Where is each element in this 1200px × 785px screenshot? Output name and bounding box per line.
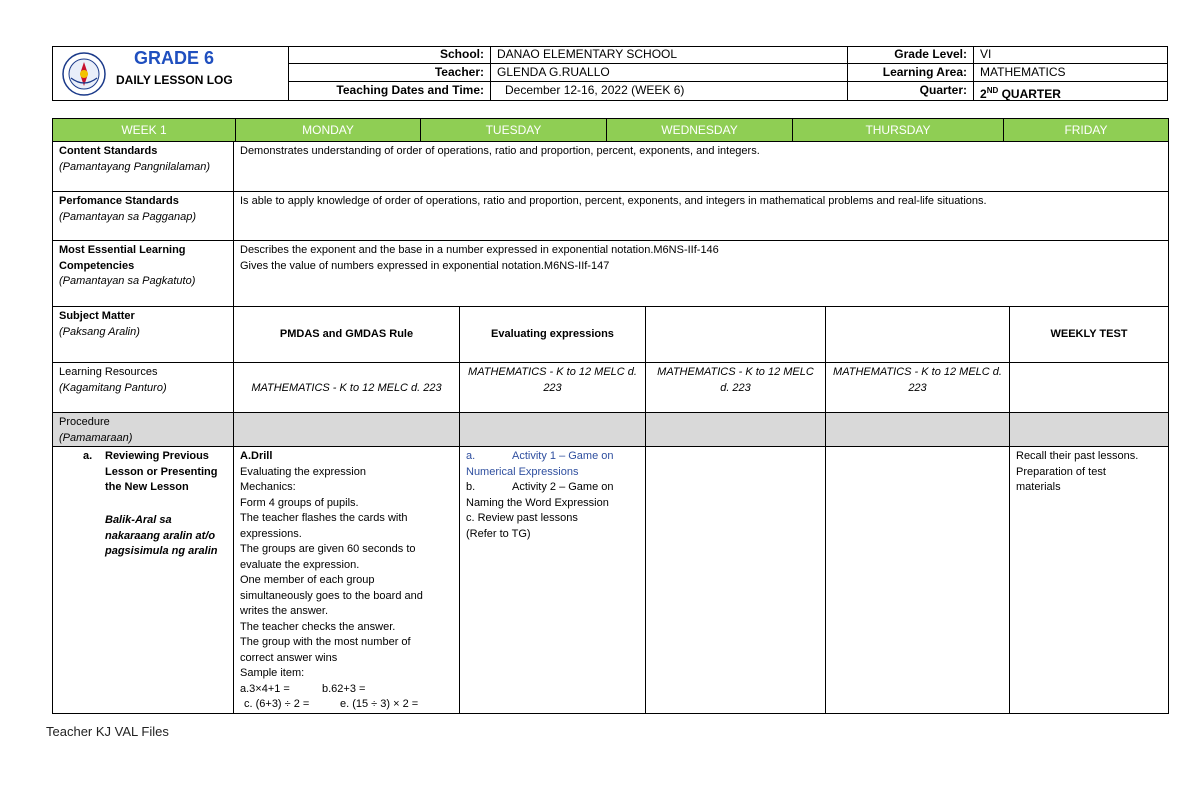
quarter-value: 2ND QUARTER xyxy=(980,86,1061,100)
footer-text: Teacher KJ VAL Files xyxy=(46,724,169,739)
reviewing-marker: a. xyxy=(83,450,93,462)
col-friday: FRIDAY xyxy=(1004,119,1168,142)
procedure-tuesday xyxy=(460,413,646,447)
performance-standards-value: Is able to apply knowledge of order of operations, ratio and proportion, percent, exponents, and integers in mathematical problems and real-life situations. xyxy=(234,192,1168,241)
teacher-label: Teacher: xyxy=(289,64,491,82)
school-value: DANAO ELEMENTARY SCHOOL xyxy=(491,46,848,64)
subject-wednesday xyxy=(646,307,826,363)
resources-thursday: MATHEMATICS - K to 12 MELC d. 223 xyxy=(826,363,1010,413)
col-week: WEEK 1 xyxy=(53,119,236,142)
reviewing-label xyxy=(53,447,234,713)
subject-matter-label: Subject Matter (Paksang Aralin) xyxy=(53,307,234,363)
reviewing-title: Reviewing Previous Lesson or Presenting the New Lesson xyxy=(105,450,218,493)
deped-seal-icon xyxy=(62,52,106,96)
reviewing-subtitle: Balik-Aral sa nakaraang aralin at/o pagsisimula ng aralin xyxy=(105,514,218,557)
reviewing-monday: A.Drill Evaluating the expression Mechanics: Form 4 groups of pupils. The teacher flashes the cards with expressions. The groups are given 60 seconds to evaluate the expression. One member of each group simultaneously goes to the board and writes the answer. The teacher checks the answer. The group with the most number of correct answer wins Sample item: a.3×4+1 = b.62+3 = c. (6+3) ÷ 2 = e. (15 ÷ 3) × 2 = xyxy=(234,447,460,713)
procedure-friday xyxy=(1010,413,1168,447)
log-title: DAILY LESSON LOG xyxy=(116,73,233,87)
quarter-label: Quarter: xyxy=(848,82,974,100)
learning-area-value: MATHEMATICS xyxy=(980,65,1066,79)
grade-level-value: VI xyxy=(980,47,992,61)
performance-standards-label: Perfomance Standards (Pamantayan sa Pagganap) xyxy=(53,192,234,241)
dates-value: December 12-16, 2022 (WEEK 6) xyxy=(491,82,848,100)
procedure-thursday xyxy=(826,413,1010,447)
subject-thursday xyxy=(826,307,1010,363)
procedure-label: Procedure (Pamamaraan) xyxy=(53,413,234,447)
resources-wednesday: MATHEMATICS - K to 12 MELC d. 223 xyxy=(646,363,826,413)
subject-tuesday: Evaluating expressions xyxy=(460,307,646,363)
reviewing-thursday xyxy=(826,447,1010,713)
col-monday: MONDAY xyxy=(236,119,421,142)
resources-tuesday: MATHEMATICS - K to 12 MELC d. 223 xyxy=(460,363,646,413)
reviewing-tuesday: a. Activity 1 – Game on Numerical Expressions b. Activity 2 – Game on Naming the Word Expression c. Review past lessons (Refer to TG) xyxy=(460,447,646,713)
procedure-wednesday xyxy=(646,413,826,447)
resources-friday xyxy=(1010,363,1168,413)
col-thursday: THURSDAY xyxy=(793,119,1004,142)
content-standards-value: Demonstrates understanding of order of operations, ratio and proportion, percent, exponents, and integers. xyxy=(234,142,1168,192)
grade-level-label: Grade Level: xyxy=(848,46,974,64)
subject-friday: WEEKLY TEST xyxy=(1010,307,1168,363)
melc-value: Describes the exponent and the base in a number expressed in exponential notation.M6NS-IIf-146 Gives the value of numbers expressed in exponential notation.M6NS-IIf-147 xyxy=(234,241,1168,307)
procedure-monday xyxy=(234,413,460,447)
grade-title: GRADE 6 xyxy=(134,48,215,68)
subject-monday: PMDAS and GMDAS Rule xyxy=(234,307,460,363)
content-standards-label: Content Standards (Pamantayang Pangnilalaman) xyxy=(53,142,234,192)
school-label: School: xyxy=(289,46,491,64)
reviewing-wednesday xyxy=(646,447,826,713)
resources-monday: MATHEMATICS - K to 12 MELC d. 223 xyxy=(234,363,460,413)
learning-area-label: Learning Area: xyxy=(848,64,974,82)
dates-label: Teaching Dates and Time: xyxy=(289,82,491,100)
col-wednesday: WEDNESDAY xyxy=(607,119,793,142)
teacher-value: GLENDA G.RUALLO xyxy=(491,64,848,82)
melc-label: Most Essential Learning Competencies (Pamantayan sa Pagkatuto) xyxy=(53,241,234,307)
learning-resources-label: Learning Resources (Kagamitang Panturo) xyxy=(53,363,234,413)
reviewing-friday: Recall their past lessons. Preparation of test materials xyxy=(1016,450,1139,493)
col-tuesday: TUESDAY xyxy=(421,119,607,142)
